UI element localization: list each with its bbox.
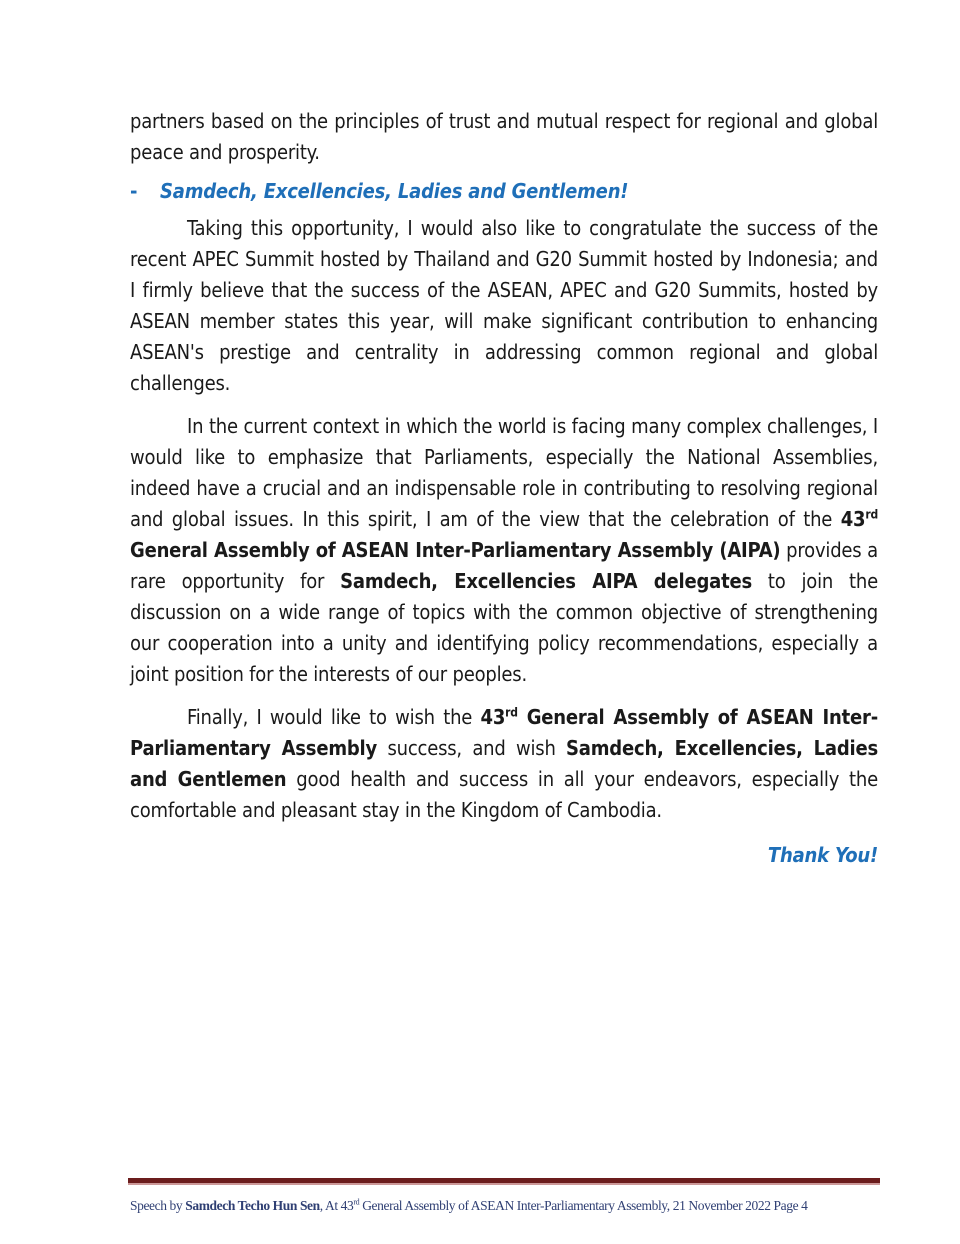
ordinal-number: 43 [480, 705, 506, 729]
closing-thank-you: Thank You! [767, 843, 878, 867]
ordinal-suffix: rd [505, 705, 518, 720]
assembly-title: General Assembly of ASEAN Inter-Parliamentary Assembly (AIPA) [130, 538, 781, 562]
assembly-title: General Assembly of ASEAN Inter-Parliamentary Assembly [130, 705, 878, 760]
text-run: success, and wish [377, 736, 567, 760]
text-run: good health and success in all your endeavors, especially the comfortable and pleasant stay in the Kingdom of Cambodia. [130, 767, 878, 822]
text-run: provides a rare opportunity for [130, 538, 878, 593]
intro-continuation: partners based on the principles of trust and mutual respect for regional and global peace and prosperity. [130, 109, 878, 164]
document-page [130, 106, 878, 891]
ordinal-suffix: rd [865, 507, 878, 522]
footer-text: , At 43 [319, 1198, 354, 1213]
footer-divider [128, 1178, 880, 1185]
text-run: to join the discussion on a wide range of topics with the common objective of strengthening our cooperation into a unity and identifying policy recommendations, especially a joint position for the interests of our peoples. [130, 569, 878, 686]
footer-speaker: Samdech Techo Hun Sen [185, 1198, 320, 1213]
ordinal-number: 43 [840, 507, 866, 531]
footer-event-page: General Assembly of ASEAN Inter-Parliamentary Assembly, 21 November 2022 Page 4 [359, 1198, 808, 1213]
footer-prefix: Speech by [130, 1198, 186, 1213]
bold-audience: Samdech, Excellencies, Ladies and Gentlemen [130, 736, 879, 791]
page-footer [130, 1198, 880, 1214]
paragraph-closing-wishes [130, 702, 878, 826]
bold-delegates: Samdech, Excellencies AIPA delegates [340, 569, 752, 593]
footer-ordinal-suffix: rd [353, 1197, 360, 1207]
paragraph-parliaments-role [130, 411, 878, 690]
text-run: Finally, I would like to wish the [187, 705, 481, 729]
paragraph-congratulations: Taking this opportunity, I would also like to congratulate the success of the recent APEC Summit hosted by Thailand and G20 Summit hosted by Indonesia; and I firmly believe that the success of the ASEAN, APEC and G20 Summits, hosted by ASEAN member states this year, will make significant contribution to enhancing ASEAN's prestige and centrality in addressing common regional and global challenges. [130, 216, 878, 395]
salutation-text: Samdech, Excellencies, Ladies and Gentlemen! [160, 179, 629, 203]
text-run: In the current context in which the world is facing many complex challenges, I would like to emphasize that Parliaments, especially the National Assemblies, indeed have a crucial and an indispensable role in contributing to resolving regional and global issues. In this spirit, I am of the view that the celebration of the [130, 414, 878, 531]
salutation-heading [130, 176, 878, 207]
bullet-dash: - [130, 179, 138, 203]
